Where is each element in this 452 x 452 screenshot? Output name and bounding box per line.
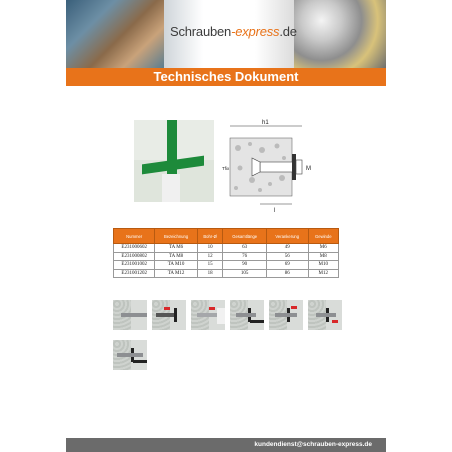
- red-arrow: [291, 306, 297, 309]
- table-cell: TA M10: [155, 261, 197, 270]
- drawing-anchor-body: [260, 162, 296, 172]
- photo-anchor: [162, 174, 180, 202]
- col-header: Gewinde: [308, 229, 338, 244]
- technical-drawing: [222, 118, 320, 214]
- col-header: Verankerung: [266, 229, 308, 244]
- red-arrow: [332, 320, 338, 323]
- table-cell: 12: [197, 252, 223, 261]
- table-cell: E231001002: [114, 261, 155, 270]
- drawing-fixture: [292, 154, 296, 180]
- header-photo-screws: [294, 0, 386, 68]
- table-cell: 90: [223, 261, 266, 270]
- red-arrow: [209, 307, 215, 310]
- table-cell: E231000802: [114, 252, 155, 261]
- table-cell: 49: [266, 244, 308, 253]
- table-cell: TA M6: [155, 244, 197, 253]
- logo-text-2: -express: [231, 24, 280, 39]
- table-row: [114, 252, 339, 261]
- footer-email: kundendienst@schrauben-express.de: [254, 441, 372, 448]
- col-header: Bezeichnung: [155, 229, 197, 244]
- brand-logo: [170, 24, 297, 39]
- col-header: Nummer: [114, 229, 155, 244]
- table-cell: 76: [223, 252, 266, 261]
- table-row: [114, 244, 339, 253]
- table-cell: M12: [308, 269, 338, 278]
- table-cell: 56: [266, 252, 308, 261]
- table-cell: 10: [197, 244, 223, 253]
- drawing-label-m: M: [306, 166, 311, 172]
- drill-bit: [121, 313, 147, 317]
- table-cell: M8: [308, 252, 338, 261]
- table-cell: 63: [223, 244, 266, 253]
- table-header-row: [114, 229, 339, 244]
- title-bar: Technisches Dokument: [66, 68, 386, 86]
- table-cell: 105: [223, 269, 266, 278]
- document-page: [66, 0, 386, 452]
- install-step-clean: [152, 300, 186, 330]
- install-step-final: [113, 340, 147, 370]
- drawing-nut: [296, 160, 302, 174]
- table-row: [114, 269, 339, 278]
- install-step-drill: [113, 300, 147, 330]
- table-cell: 69: [266, 261, 308, 270]
- table-cell: 15: [197, 261, 223, 270]
- drawing-label-l: l: [274, 208, 276, 214]
- table-cell: E231001202: [114, 269, 155, 278]
- install-step-insert: [191, 300, 225, 330]
- table-cell: 18: [197, 269, 223, 278]
- table-cell: TA M12: [155, 269, 197, 278]
- install-step-tighten: [269, 300, 303, 330]
- header-photo-workshop: [66, 0, 164, 68]
- product-photo: [134, 120, 214, 202]
- logo-text-1: Schrauben: [170, 24, 232, 39]
- table-cell: M10: [308, 261, 338, 270]
- header-banner: [66, 0, 386, 68]
- logo-text-3: .de: [279, 24, 297, 39]
- footer-bar: [66, 438, 386, 452]
- table-cell: M6: [308, 244, 338, 253]
- col-header: Gesamtlänge: [223, 229, 266, 244]
- col-header: Bohr-Ø: [197, 229, 223, 244]
- table-cell: E231000602: [114, 244, 155, 253]
- table-cell: 86: [266, 269, 308, 278]
- red-arrow: [164, 307, 170, 310]
- install-step-torque: [308, 300, 342, 330]
- table-cell: TA M8: [155, 252, 197, 261]
- install-step-fixture: [230, 300, 264, 330]
- drawing-label-h1: h1: [262, 120, 269, 126]
- drawing-label-tfix: Tfix: [222, 166, 230, 171]
- specs-table: [113, 228, 339, 278]
- table-row: [114, 261, 339, 270]
